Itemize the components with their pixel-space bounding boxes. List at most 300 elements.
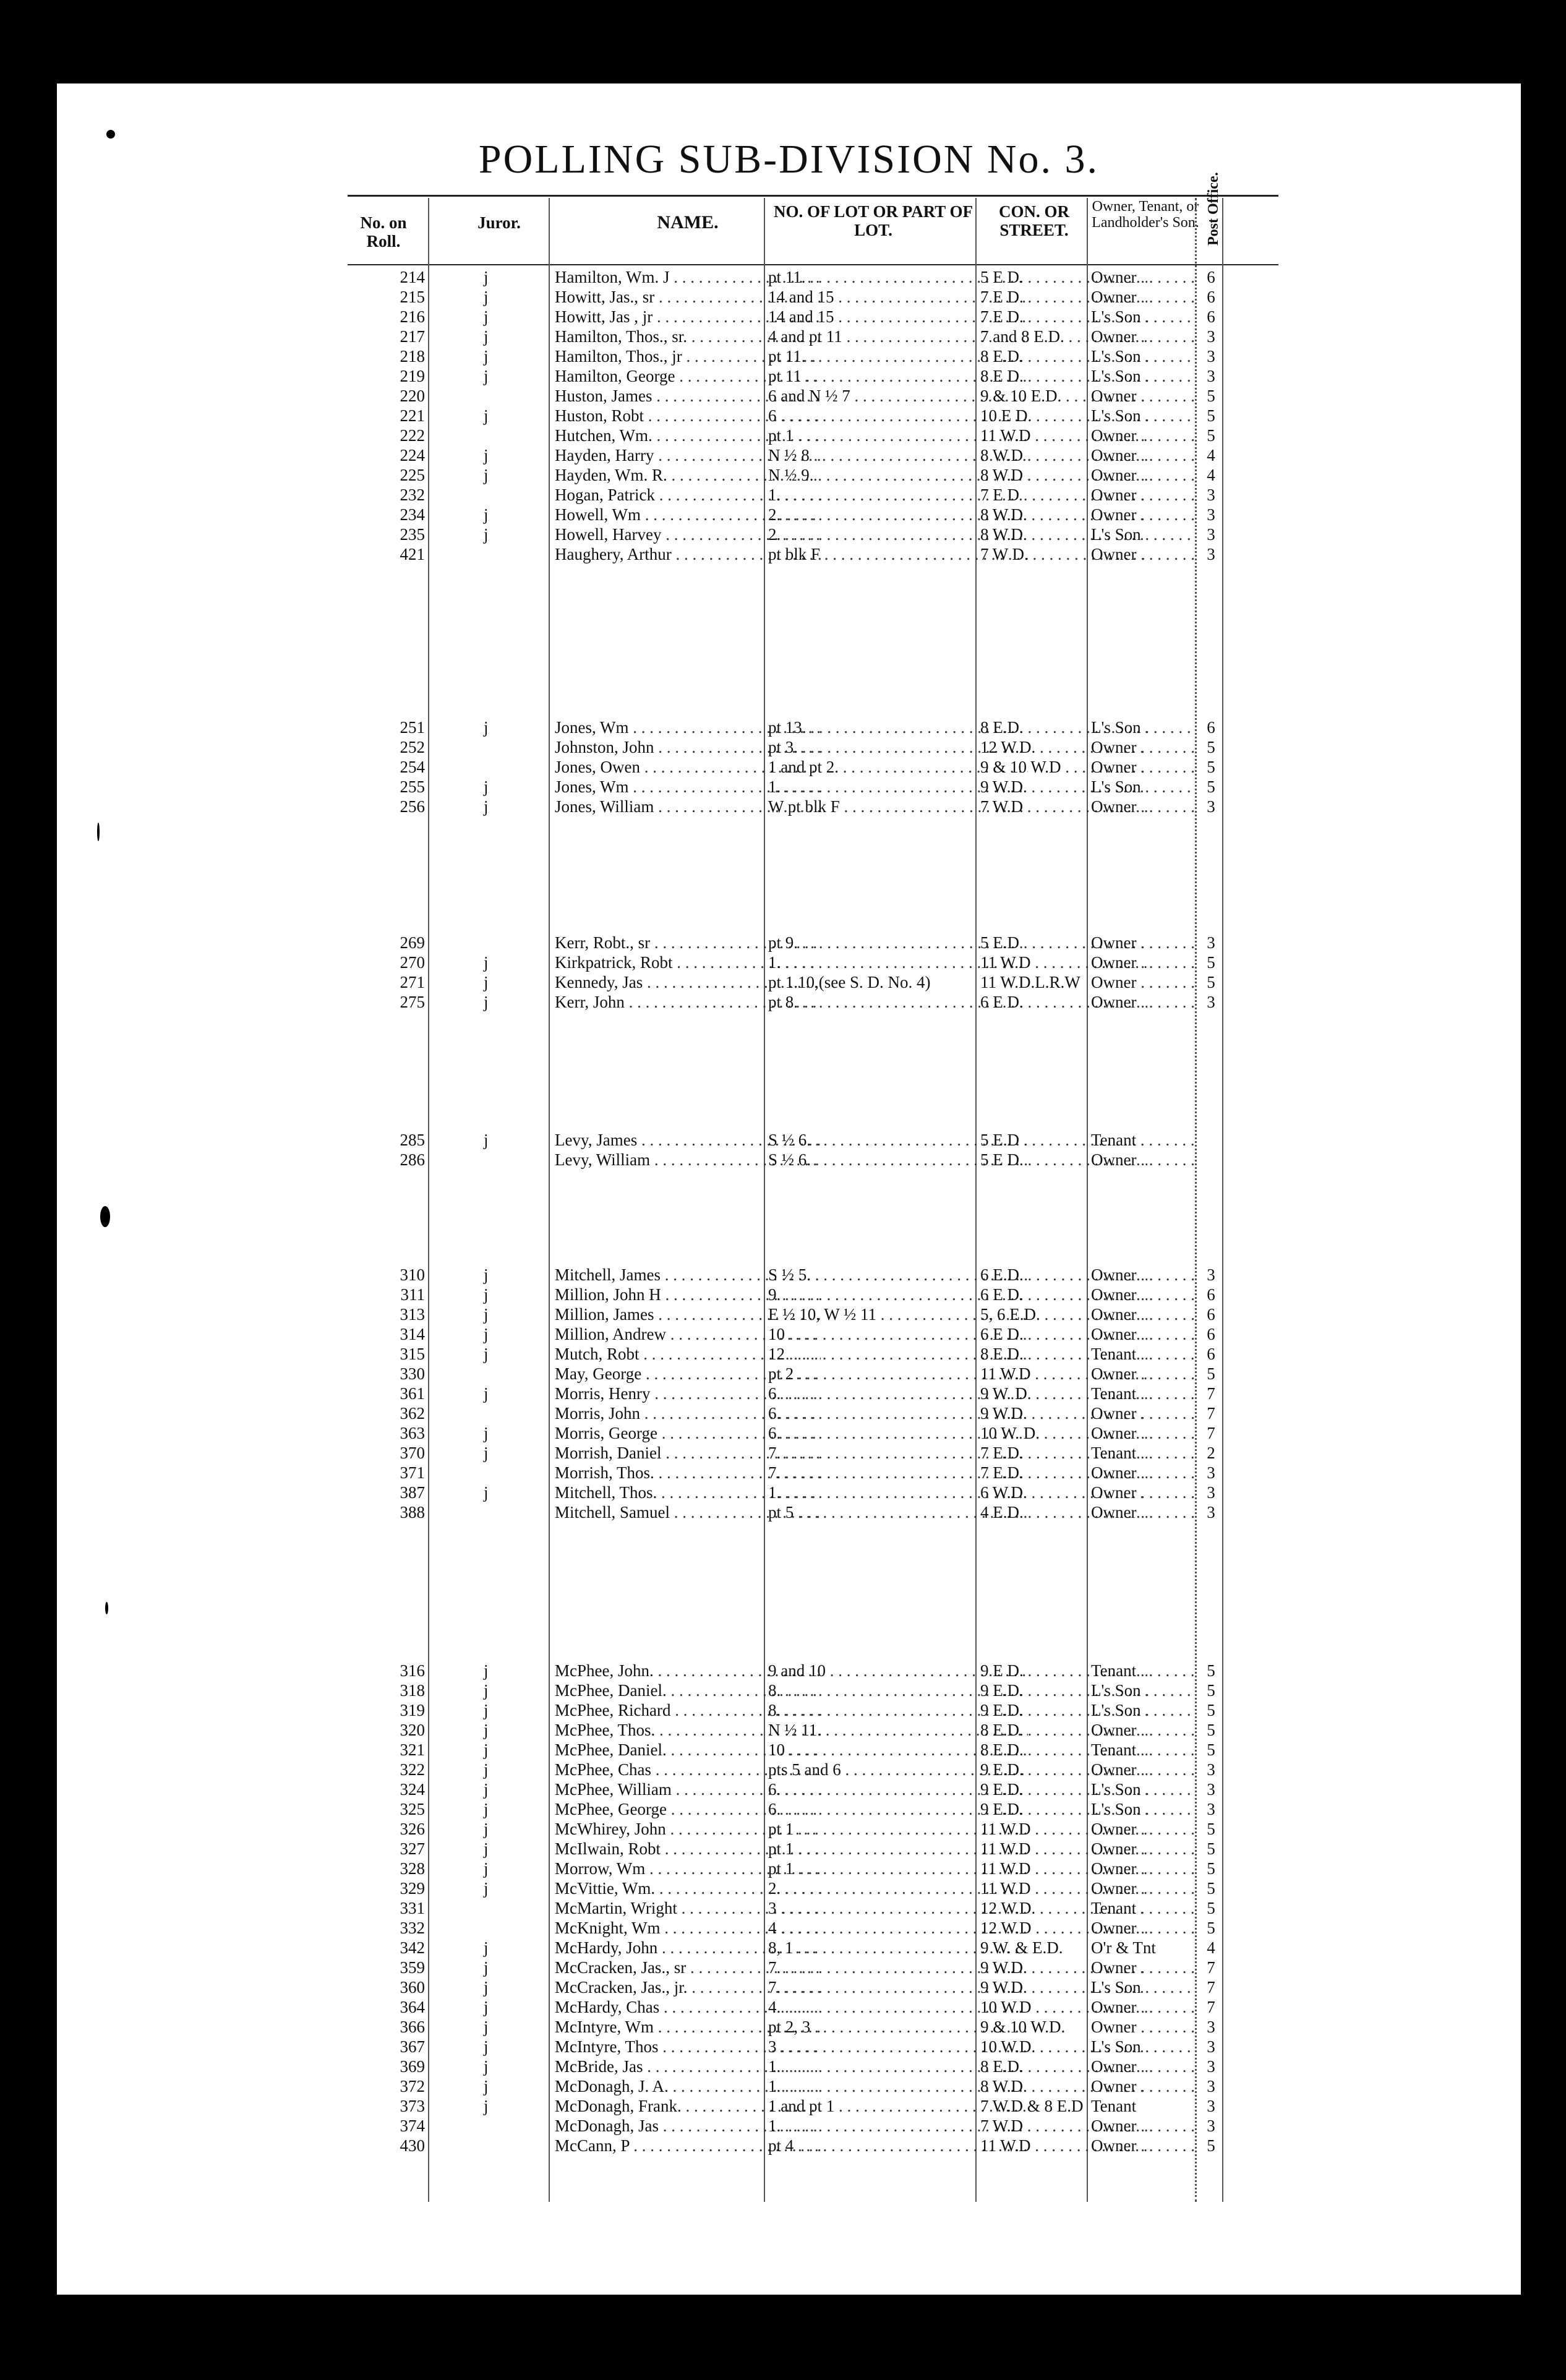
status: L's Son . . . <box>1091 1779 1196 1799</box>
voter-name: Mitchell, Thos. . . . <box>555 1483 821 1502</box>
juror-mark: j <box>484 1780 489 1799</box>
roll-number: 321 <box>400 1740 425 1759</box>
voter-name: Morrish, Thos. . . . <box>555 1463 821 1483</box>
lot-number: 8. . . . <box>768 1700 1028 1720</box>
roll-number: 220 <box>400 387 425 405</box>
juror-mark: j <box>484 525 489 544</box>
lot-number: 1. . . . <box>768 2057 1028 2076</box>
table-row <box>57 1898 1521 1918</box>
post-office: 3 <box>1207 525 1215 544</box>
header-top-rule <box>348 195 1278 197</box>
table-row <box>57 1403 1521 1423</box>
roll-number: 316 <box>400 1661 425 1680</box>
concession: 8 E.D. . . . <box>980 1720 1147 1740</box>
concession: 8 E D. . . . <box>980 366 1147 386</box>
table-row <box>57 386 1521 406</box>
concession: 9 E.D. . . . <box>980 1799 1147 1819</box>
status: Owner . . . <box>1091 1958 1196 1977</box>
table-row <box>57 2136 1521 2155</box>
status: Tenant . . . <box>1091 1661 1196 1680</box>
lot-number: 10 . . . <box>768 1740 1028 1760</box>
table-row <box>57 1384 1521 1403</box>
voter-name: McBride, Jas . . . <box>555 2057 821 2076</box>
juror-mark: j <box>484 288 489 306</box>
roll-number: 327 <box>400 1839 425 1858</box>
table-row <box>57 1483 1521 1502</box>
roll-number: 331 <box>400 1899 425 1917</box>
post-office: 5 <box>1207 1740 1215 1759</box>
concession: 11 W.D . . . <box>980 1819 1147 1839</box>
lot-number: pt 11. . . . <box>768 346 1028 366</box>
post-office: 5 <box>1207 1839 1215 1858</box>
concession: 7 W.D . . . <box>980 2116 1147 2136</box>
roll-number: 232 <box>400 486 425 504</box>
voter-name: Morris, John . . . <box>555 1403 821 1423</box>
concession: 7 E D . . . <box>980 485 1147 505</box>
status: Owner . . . <box>1091 1423 1196 1443</box>
post-office: 5 <box>1207 1721 1215 1739</box>
status: Tenant . . . <box>1091 1130 1196 1150</box>
voter-name: Hamilton, Thos., sr. . . . <box>555 327 821 346</box>
scan-speck <box>106 130 115 139</box>
post-office: 5 <box>1207 953 1215 972</box>
voter-name: Kerr, Robt., sr . . . <box>555 933 821 952</box>
roll-number: 251 <box>400 718 425 737</box>
status: Tenant <box>1091 2097 1137 2115</box>
lot-number: pt 1 . . . <box>768 1859 1028 1878</box>
concession: 7 W.D & 8 E.D <box>980 2097 1084 2115</box>
roll-number: 224 <box>400 446 425 464</box>
concession: 10 W. D. . . . <box>980 1423 1147 1443</box>
lot-number: pt 13. . . . <box>768 717 1028 737</box>
status: Owner . . . <box>1091 2057 1196 2076</box>
juror-mark: j <box>484 718 489 737</box>
post-office: 5 <box>1207 1919 1215 1937</box>
voter-name: Mitchell, Samuel . . . <box>555 1502 821 1522</box>
voter-name: McMartin, Wright . . . <box>555 1898 821 1918</box>
voter-name: Levy, James . . . <box>555 1130 821 1150</box>
voter-name: Haughery, Arthur . . . <box>555 544 821 564</box>
voter-name: Million, Andrew . . . <box>555 1324 821 1344</box>
concession: 6 E.D. . . . <box>980 1265 1147 1285</box>
table-row <box>57 2096 1521 2116</box>
post-office: 5 <box>1207 426 1215 445</box>
lot-number: S ½ 6. . . . <box>768 1150 1028 1170</box>
lot-number: 14 and 15 . . . <box>768 287 1028 307</box>
voter-name: McHardy, John . . . <box>555 1938 821 1958</box>
lot-number: N ½ 8 . . . <box>768 445 1028 465</box>
roll-number: 430 <box>400 2136 425 2155</box>
lot-number: pt 5 . . . <box>768 1502 1028 1522</box>
voter-name: McPhee, Thos. . . . <box>555 1720 821 1740</box>
voter-name: McPhee, William . . . <box>555 1779 821 1799</box>
table-row <box>57 307 1521 327</box>
table-row <box>57 1680 1521 1700</box>
lot-number: S ½ 5. . . . <box>768 1265 1028 1285</box>
table-row <box>57 445 1521 465</box>
status: Owner . . . <box>1091 1364 1196 1384</box>
lot-number: pt 1.10,(see S. D. No. 4) <box>768 973 931 991</box>
status: Owner . . . <box>1091 2116 1196 2136</box>
status: L's Son . . . <box>1091 307 1196 327</box>
lot-number: pt 4 . . . <box>768 2136 1028 2155</box>
post-office: 6 <box>1207 1285 1215 1304</box>
post-office: 3 <box>1207 347 1215 366</box>
status: L's Son . . . <box>1091 1799 1196 1819</box>
roll-number: 319 <box>400 1701 425 1719</box>
voter-name: McCracken, Jas., sr . . . <box>555 1958 821 1977</box>
voter-name: McIlwain, Robt . . . <box>555 1839 821 1859</box>
table-row <box>57 1443 1521 1463</box>
juror-mark: j <box>484 367 489 385</box>
juror-mark: j <box>484 2097 489 2115</box>
voter-name: Levy, William . . . <box>555 1150 821 1170</box>
lot-number: N ½ 11. . . . <box>768 1720 1028 1740</box>
juror-mark: j <box>484 1424 489 1442</box>
post-office: 5 <box>1207 1879 1215 1898</box>
lot-number: 7. . . . <box>768 1443 1028 1463</box>
concession: 7 E D. . . . <box>980 287 1147 307</box>
concession: 9 W.D. . . . <box>980 1977 1147 1997</box>
roll-page <box>57 83 1521 2295</box>
roll-number: 363 <box>400 1424 425 1442</box>
voter-name: Howell, Wm . . . <box>555 505 821 524</box>
lot-number: 6 and N ½ 7 . . . <box>768 386 1028 406</box>
lot-number: pt 1 . . . <box>768 1839 1028 1859</box>
status: Owner . . . <box>1091 2076 1196 2096</box>
table-row <box>57 1720 1521 1740</box>
table-row <box>57 1918 1521 1938</box>
lot-number: pts 5 and 6 . . . <box>768 1760 1028 1779</box>
roll-number: 217 <box>400 327 425 346</box>
roll-number: 286 <box>400 1150 425 1169</box>
concession: 12 W.D. . . . <box>980 737 1147 757</box>
table-row <box>57 267 1521 287</box>
roll-number: 332 <box>400 1919 425 1937</box>
juror-mark: j <box>484 2057 489 2076</box>
table-row <box>57 1839 1521 1859</box>
concession: 7 W D. . . . <box>980 544 1147 564</box>
post-office: 3 <box>1207 2097 1215 2115</box>
lot-number: N ½ 9. . . . <box>768 465 1028 485</box>
concession: 11 W.D.L.R.W <box>980 973 1080 991</box>
roll-number: 322 <box>400 1760 425 1779</box>
roll-number: 373 <box>400 2097 425 2115</box>
voter-name: Million, John H . . . <box>555 1285 821 1304</box>
table-row <box>57 1285 1521 1304</box>
post-office: 5 <box>1207 738 1215 756</box>
status: L's Son . . . <box>1091 777 1196 797</box>
concession: 10 E D. . . . <box>980 406 1147 426</box>
table-row <box>57 717 1521 737</box>
post-office: 3 <box>1207 367 1215 385</box>
lot-number: 2. . . . <box>768 1878 1028 1898</box>
concession: 7 and 8 E.D. . . . <box>980 327 1147 346</box>
voter-name: Jones, William . . . <box>555 797 821 816</box>
voter-name: McWhirey, John . . . <box>555 1819 821 1839</box>
status: Owner . . . <box>1091 1859 1196 1878</box>
status: Owner . . . <box>1091 1819 1196 1839</box>
lot-number: pt 9. . . . <box>768 933 1028 952</box>
voter-name: Howell, Harvey . . . <box>555 524 821 544</box>
concession: 5 E D. . . . <box>980 267 1147 287</box>
juror-mark: j <box>484 1701 489 1719</box>
juror-mark: j <box>484 2077 489 2095</box>
voter-name: Kennedy, Jas . . . <box>555 972 821 992</box>
concession: 4 E.D. . . . <box>980 1502 1147 1522</box>
roll-number: 315 <box>400 1345 425 1363</box>
status: Owner . . . <box>1091 1878 1196 1898</box>
post-office: 5 <box>1207 1859 1215 1878</box>
concession: 6 E D. . . . <box>980 992 1147 1012</box>
post-office: 3 <box>1207 933 1215 952</box>
table-row <box>57 797 1521 816</box>
juror-mark: j <box>484 1800 489 1818</box>
roll-number: 330 <box>400 1364 425 1383</box>
status: Owner . . . <box>1091 386 1196 406</box>
lot-number: 6. . . . <box>768 1799 1028 1819</box>
roll-number: 370 <box>400 1444 425 1462</box>
voter-name: McCracken, Jas., jr. . . . <box>555 1977 821 1997</box>
juror-mark: j <box>484 1384 489 1403</box>
post-office: 3 <box>1207 1463 1215 1482</box>
voter-name: Kirkpatrick, Robt . . . <box>555 952 821 972</box>
lot-number: 3 . . . <box>768 2037 1028 2057</box>
status: Owner . . . <box>1091 933 1196 952</box>
header-no-on-roll: No. on Roll. <box>360 213 407 250</box>
roll-number: 215 <box>400 288 425 306</box>
concession: 11 W.D . . . <box>980 1878 1147 1898</box>
post-office: 6 <box>1207 1305 1215 1324</box>
voter-name: Morris, George . . . <box>555 1423 821 1443</box>
voter-name: Johnston, John . . . <box>555 737 821 757</box>
voter-name: Hayden, Harry . . . <box>555 445 821 465</box>
voter-name: McPhee, Chas . . . <box>555 1760 821 1779</box>
table-row <box>57 287 1521 307</box>
concession: 8 E.D. . . . <box>980 1344 1147 1364</box>
juror-mark: j <box>484 1444 489 1462</box>
status: L's Son . . . <box>1091 1977 1196 1997</box>
roll-number: 328 <box>400 1859 425 1878</box>
voter-name: Morrish, Daniel . . . <box>555 1443 821 1463</box>
lot-number: 1 and pt 2. . . . <box>768 757 1028 777</box>
scan-speck <box>105 1602 108 1614</box>
status: Owner . . . <box>1091 737 1196 757</box>
table-row <box>57 1859 1521 1878</box>
post-office: 3 <box>1207 1760 1215 1779</box>
juror-mark: j <box>484 1345 489 1363</box>
voter-name: Hogan, Patrick . . . <box>555 485 821 505</box>
concession: 11 W.D . . . <box>980 1859 1147 1878</box>
post-office: 4 <box>1207 1938 1215 1957</box>
status: Owner . . . <box>1091 2136 1196 2155</box>
post-office: 3 <box>1207 1483 1215 1502</box>
roll-number: 310 <box>400 1265 425 1284</box>
juror-mark: j <box>484 1958 489 1977</box>
concession: 6 E D. . . . <box>980 1324 1147 1344</box>
lot-number: 3 . . . <box>768 1898 1028 1918</box>
status: Owner . . . <box>1091 465 1196 485</box>
juror-mark: j <box>484 1820 489 1838</box>
scan-speck <box>97 823 100 841</box>
concession: 8 W.D . . . <box>980 465 1147 485</box>
table-row <box>57 1819 1521 1839</box>
lot-number: 7. . . . <box>768 1463 1028 1483</box>
status: L's Son . . . <box>1091 717 1196 737</box>
status: Owner . . . <box>1091 797 1196 816</box>
lot-number: 7. . . . <box>768 1958 1028 1977</box>
post-office: 5 <box>1207 1701 1215 1719</box>
header-juror: Juror. <box>477 213 521 232</box>
juror-mark: j <box>484 797 489 816</box>
voter-name: Morris, Henry . . . <box>555 1384 821 1403</box>
table-row <box>57 1799 1521 1819</box>
status: Owner . . . <box>1091 972 1196 992</box>
roll-number: 318 <box>400 1681 425 1700</box>
table-row <box>57 757 1521 777</box>
lot-number: pt 8. . . . <box>768 992 1028 1012</box>
status: Owner . . . <box>1091 505 1196 524</box>
table-row <box>57 2076 1521 2096</box>
juror-mark: j <box>484 1131 489 1149</box>
status: L's Son . . . <box>1091 406 1196 426</box>
juror-mark: j <box>484 1879 489 1898</box>
concession: 8 W.D. . . . <box>980 524 1147 544</box>
table-row <box>57 406 1521 426</box>
juror-mark: j <box>484 973 489 991</box>
lot-number: 1. . . . <box>768 777 1028 797</box>
concession: 8 W.D . . . <box>980 445 1147 465</box>
concession: 9 E D. . . . <box>980 1661 1147 1680</box>
juror-mark: j <box>484 1760 489 1779</box>
status: Owner . . . <box>1091 1918 1196 1938</box>
lot-number: 7. . . . <box>768 1977 1028 1997</box>
voter-name: McDonagh, J. A. . . . <box>555 2076 821 2096</box>
juror-mark: j <box>484 1483 489 1502</box>
concession: 11 W.D . . . <box>980 1839 1147 1859</box>
juror-mark: j <box>484 1740 489 1759</box>
voter-name: McKnight, Wm . . . <box>555 1918 821 1938</box>
lot-number: pt 1 . . . <box>768 426 1028 445</box>
post-office: 7 <box>1207 1404 1215 1423</box>
table-row <box>57 1130 1521 1150</box>
juror-mark: j <box>484 1681 489 1700</box>
table-row <box>57 2037 1521 2057</box>
post-office: 3 <box>1207 1503 1215 1522</box>
lot-number: 6. . . . <box>768 1384 1028 1403</box>
status: Tenant . . . <box>1091 1344 1196 1364</box>
juror-mark: j <box>484 993 489 1011</box>
status: Owner . . . <box>1091 1150 1196 1170</box>
juror-mark: j <box>484 1305 489 1324</box>
voter-name: Hutchen, Wm. . . . <box>555 426 821 445</box>
roll-number: 374 <box>400 2117 425 2135</box>
concession: 10 W.D . . . <box>980 1997 1147 2017</box>
status: L's Son . . . <box>1091 1700 1196 1720</box>
voter-name: McPhee, Richard . . . <box>555 1700 821 1720</box>
status: L's Son . . . <box>1091 366 1196 386</box>
voter-name: Jones, Wm . . . <box>555 777 821 797</box>
voter-name: Howitt, Jas., sr . . . <box>555 287 821 307</box>
lot-number: 8, 1 . . . <box>768 1938 1028 1958</box>
concession: 9 E.D. . . . <box>980 1700 1147 1720</box>
status: Owner . . . <box>1091 485 1196 505</box>
status: Tenant . . . <box>1091 1898 1196 1918</box>
status: Owner . . . <box>1091 1304 1196 1324</box>
table-row <box>57 544 1521 564</box>
lot-number: 12 . . . <box>768 1344 1028 1364</box>
lot-number: 1 and pt 1 . . . <box>768 2096 1028 2116</box>
concession: 5 E D. . . . <box>980 1150 1147 1170</box>
status: Owner . . . <box>1091 2017 1196 2037</box>
concession: 8 W.D. . . . <box>980 505 1147 524</box>
lot-number: 9. . . . <box>768 1285 1028 1304</box>
status: Owner . . . <box>1091 1324 1196 1344</box>
table-row <box>57 1779 1521 1799</box>
post-office: 6 <box>1207 1325 1215 1343</box>
status: Owner . . . <box>1091 544 1196 564</box>
post-office: 5 <box>1207 973 1215 991</box>
table-row <box>57 1661 1521 1680</box>
post-office: 5 <box>1207 387 1215 405</box>
table-row <box>57 1324 1521 1344</box>
lot-number: 1. . . . <box>768 2116 1028 2136</box>
post-office: 4 <box>1207 466 1215 484</box>
table-row <box>57 1977 1521 1997</box>
voter-name: McVittie, Wm. . . . <box>555 1878 821 1898</box>
voter-name: McDonagh, Jas . . . <box>555 2116 821 2136</box>
status: Owner . . . <box>1091 952 1196 972</box>
juror-mark: j <box>484 505 489 524</box>
concession: 9 & 10 E.D. . . . <box>980 386 1147 406</box>
post-office: 6 <box>1207 718 1215 737</box>
status: Owner . . . <box>1091 1720 1196 1740</box>
concession: 7 E D. . . . <box>980 307 1147 327</box>
status: Owner . . . <box>1091 287 1196 307</box>
table-row <box>57 1463 1521 1483</box>
juror-mark: j <box>484 446 489 464</box>
table-row <box>57 952 1521 972</box>
roll-number: 325 <box>400 1800 425 1818</box>
concession: 8 W.D. . . . <box>980 2076 1147 2096</box>
voter-name: McPhee, John. . . . <box>555 1661 821 1680</box>
post-office: 7 <box>1207 1958 1215 1977</box>
juror-mark: j <box>484 2037 489 2056</box>
table-row <box>57 1304 1521 1324</box>
status: Owner . . . <box>1091 1265 1196 1285</box>
status: Tenant . . . <box>1091 1443 1196 1463</box>
post-office: 3 <box>1207 797 1215 816</box>
concession: 9 W. D. . . . <box>980 1384 1147 1403</box>
table-row <box>57 524 1521 544</box>
lot-number: 1. . . . <box>768 485 1028 505</box>
post-office: 5 <box>1207 406 1215 425</box>
table-row <box>57 465 1521 485</box>
roll-number: 275 <box>400 993 425 1011</box>
concession: 6 W.D. . . . <box>980 1483 1147 1502</box>
table-row <box>57 1423 1521 1443</box>
table-row <box>57 1938 1521 1958</box>
voter-name: Morrow, Wm . . . <box>555 1859 821 1878</box>
roll-number: 364 <box>400 1998 425 2016</box>
concession: 8 E.D. . . . <box>980 1740 1147 1760</box>
post-office: 5 <box>1207 2136 1215 2155</box>
status: Owner . . . <box>1091 757 1196 777</box>
lot-number: pt 2, 3 . . . <box>768 2017 1028 2037</box>
status: L's Son . . . <box>1091 346 1196 366</box>
table-row <box>57 777 1521 797</box>
lot-number: 4 . . . <box>768 1918 1028 1938</box>
